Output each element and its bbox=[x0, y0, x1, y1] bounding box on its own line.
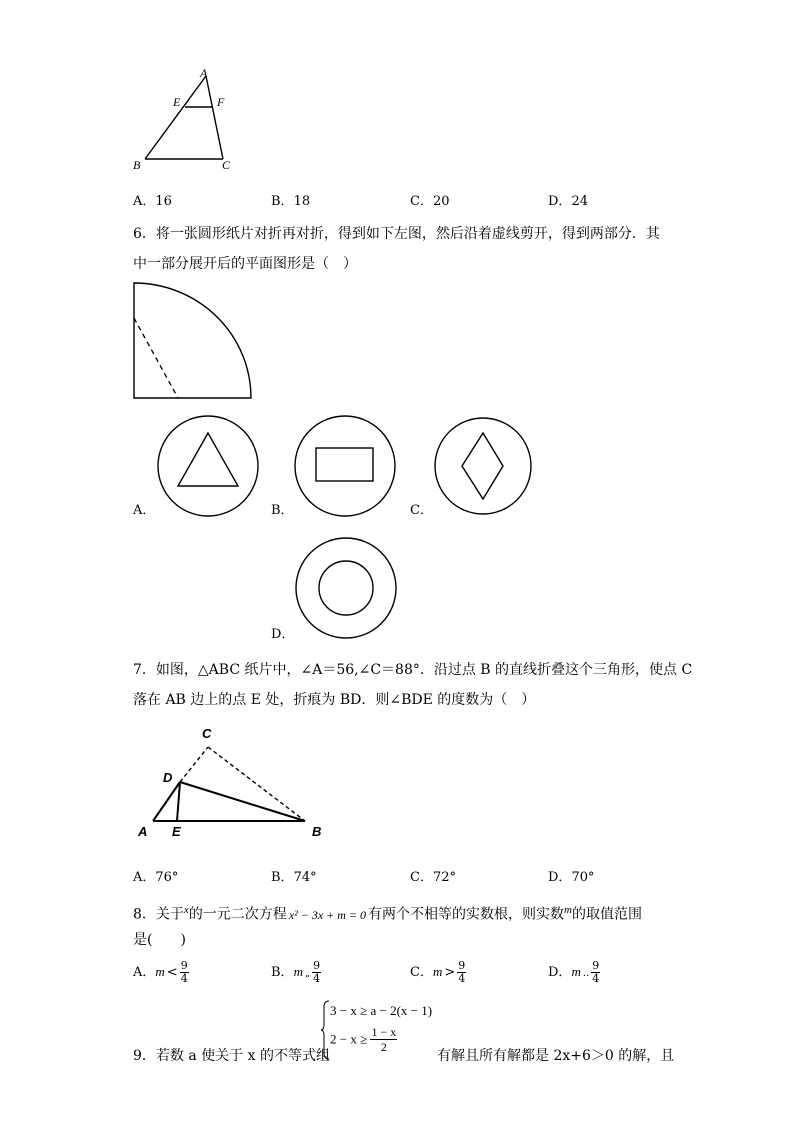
q6-option-b-label: B． bbox=[271, 503, 294, 518]
q9-stem-suffix: 有解且所有解都是 2x+6＞0 的解，且 bbox=[437, 1048, 675, 1064]
fraction-numerator: 9 bbox=[313, 959, 321, 972]
q5-option-d bbox=[548, 192, 588, 212]
q5-label-b: B bbox=[133, 158, 141, 172]
q7-option-c bbox=[410, 868, 456, 888]
fraction-denominator: 4 bbox=[313, 972, 321, 985]
q5-label-f: F bbox=[217, 95, 225, 109]
q6-stem-line1: 6．将一张圆形纸片对折再对折，得到如下左图，然后沿着虚线剪开，得到两部分．其 bbox=[133, 226, 660, 242]
q6-option-c-label: C． bbox=[410, 503, 433, 518]
option-relation: „ bbox=[304, 968, 311, 979]
q6-quarter-circle-figure bbox=[130, 280, 256, 402]
q7-stem-line2: 落在 AB 边上的点 E 处，折痕为 BD．则∠BDE 的度数为（ ） bbox=[133, 692, 536, 708]
q5-option-a bbox=[133, 192, 172, 212]
q9-inequality-1: 3 − x ≥ a − 2(x − 1) bbox=[330, 1003, 433, 1018]
fraction-numerator: 9 bbox=[592, 959, 600, 972]
q8-var-m: m bbox=[564, 904, 572, 916]
option-relation: .. bbox=[582, 968, 590, 979]
q5-label-c: C bbox=[222, 158, 231, 172]
q5-option-c bbox=[410, 192, 450, 212]
option-fraction bbox=[591, 960, 600, 985]
q5-label-a: A bbox=[200, 66, 208, 80]
q7-label-a: A bbox=[138, 824, 148, 839]
ineq2-fraction bbox=[370, 1025, 397, 1054]
option-var: m bbox=[155, 964, 165, 979]
fraction-numerator: 9 bbox=[180, 959, 188, 972]
option-var: m bbox=[293, 964, 303, 979]
q7-label-e: E bbox=[172, 824, 181, 839]
option-value: 16 bbox=[155, 194, 172, 209]
option-var: m bbox=[432, 964, 443, 979]
option-value: 20 bbox=[432, 194, 450, 209]
option-letter: A． bbox=[133, 965, 156, 980]
option-letter: A． bbox=[133, 194, 156, 209]
option-fraction bbox=[180, 960, 189, 985]
q7-stem-line1: 7．如图，△ABC 纸片中，∠A＝56,∠C＝88°．沿过点 B 的直线折叠这个三角形，使点 C bbox=[133, 662, 693, 678]
option-letter: B． bbox=[271, 870, 294, 885]
q7-label-d: D bbox=[163, 770, 173, 785]
q7-label-b: B bbox=[312, 824, 322, 839]
q8-var-x: x bbox=[183, 904, 189, 916]
q6-option-d-figure bbox=[292, 535, 400, 643]
q8-prefix: 8．关于 bbox=[133, 906, 184, 923]
fraction-numerator: 9 bbox=[458, 959, 466, 972]
q8-option-c bbox=[410, 960, 466, 985]
option-letter: C． bbox=[410, 965, 433, 980]
ineq2-left: 2 − x ≥ bbox=[330, 1031, 368, 1047]
q6-option-c-figure bbox=[431, 412, 535, 520]
q6-option-b-figure bbox=[291, 412, 399, 520]
option-value: 72° bbox=[432, 870, 456, 885]
q8-mid: 的一元二次方程 bbox=[188, 906, 287, 923]
q8-after: 有两个不相等的实数根，则实数 bbox=[368, 906, 565, 923]
option-fraction bbox=[457, 960, 466, 985]
q8-option-b bbox=[271, 960, 321, 985]
q6-option-d-label: D． bbox=[271, 627, 295, 642]
q9-stem-prefix: 9．若数 a 使关于 x 的不等式组 bbox=[133, 1048, 330, 1064]
q9-inequality-2 bbox=[330, 1025, 397, 1054]
option-letter: C． bbox=[410, 194, 433, 209]
q5-label-e: E bbox=[173, 95, 181, 109]
q7-option-b bbox=[271, 868, 317, 888]
option-letter: D． bbox=[548, 194, 572, 209]
option-relation: < bbox=[166, 965, 178, 980]
option-value: 18 bbox=[293, 194, 311, 209]
q7-label-c: C bbox=[202, 726, 212, 741]
option-value: 74° bbox=[293, 870, 317, 885]
option-letter: D． bbox=[548, 870, 572, 885]
q8-equation: x² − 3x + m = 0 bbox=[288, 907, 367, 922]
option-fraction bbox=[312, 960, 321, 985]
q6-option-a-figure bbox=[154, 412, 262, 520]
option-letter: B． bbox=[271, 965, 294, 980]
q7-option-a bbox=[133, 868, 178, 888]
fraction-denominator: 4 bbox=[592, 972, 600, 985]
option-letter: A． bbox=[133, 870, 156, 885]
option-value: 76° bbox=[155, 870, 179, 885]
option-relation: > bbox=[444, 965, 456, 980]
q8-suffix: 的取值范围 bbox=[571, 906, 642, 923]
fraction-denominator: 4 bbox=[458, 972, 466, 985]
option-value: 24 bbox=[571, 194, 588, 209]
q5-option-b bbox=[271, 192, 310, 212]
q7-option-d bbox=[548, 868, 594, 888]
option-var: m bbox=[571, 964, 581, 979]
option-value: 70° bbox=[571, 870, 595, 885]
fraction-numerator: 1 − x bbox=[371, 1025, 397, 1039]
q8-option-a bbox=[133, 960, 189, 985]
option-letter: B． bbox=[271, 194, 294, 209]
q8-option-d bbox=[548, 960, 600, 985]
q6-stem-line2: 中一部分展开后的平面图形是（ ） bbox=[133, 256, 357, 272]
fraction-denominator: 4 bbox=[180, 972, 188, 985]
fraction-denominator: 2 bbox=[380, 1040, 387, 1054]
option-letter: C． bbox=[410, 870, 433, 885]
option-letter: D． bbox=[548, 965, 572, 980]
q8-stem-line1 bbox=[133, 900, 642, 925]
q6-option-a-label: A． bbox=[133, 503, 156, 518]
q9-system-brace bbox=[320, 1000, 330, 1060]
q8-stem-line2: 是( ) bbox=[133, 932, 186, 948]
